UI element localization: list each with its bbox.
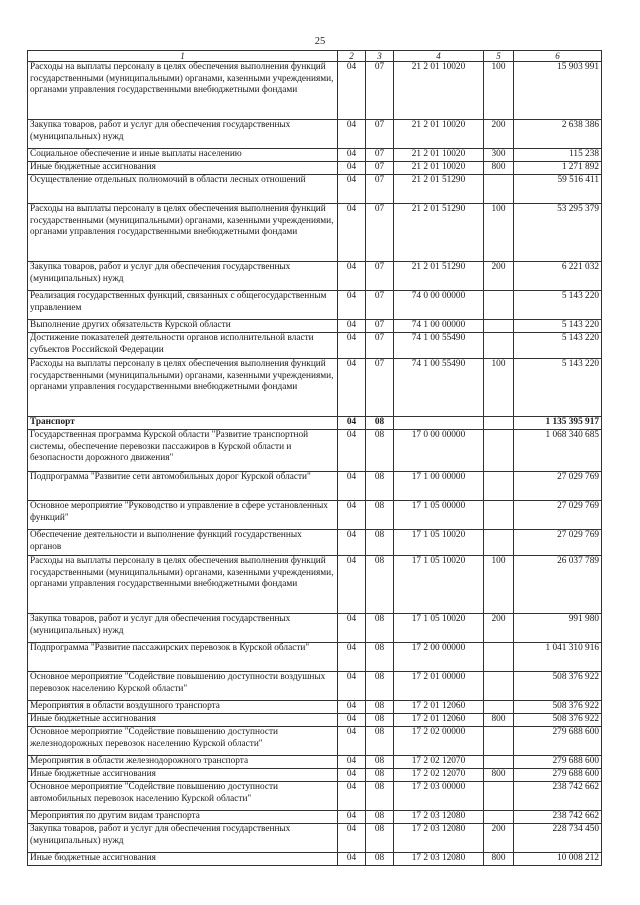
row-expense-type-cell xyxy=(484,320,514,333)
table-row xyxy=(28,333,602,359)
row-name-cell: Иные бюджетные ассигнования xyxy=(28,769,338,782)
row-subsection-cell: 07 xyxy=(366,204,394,262)
row-name-cell: Расходы на выплаты персоналу в целях обеспечения выполнения функций государственными (муниципальными) органами, казенными учреждениями, органами управления государственными внебюджетными фондами xyxy=(28,62,338,120)
row-section-cell: 04 xyxy=(338,811,366,824)
row-subsection-cell: 07 xyxy=(366,62,394,120)
table-row xyxy=(28,714,602,727)
row-section-cell: 04 xyxy=(338,62,366,120)
row-subsection-cell: 08 xyxy=(366,556,394,614)
table-row xyxy=(28,62,602,120)
row-amount-cell: 279 688 600 xyxy=(514,769,602,782)
row-section-cell: 04 xyxy=(338,472,366,501)
row-name-cell: Закупка товаров, работ и услуг для обеспечения государственных (муниципальных) нужд xyxy=(28,262,338,291)
row-amount-cell: 5 143 220 xyxy=(514,333,602,359)
row-subsection-cell: 07 xyxy=(366,320,394,333)
row-subsection-cell: 07 xyxy=(366,162,394,175)
table-row xyxy=(28,701,602,714)
row-name-cell: Подпрограмма "Развитие сети автомобильных дорог Курской области" xyxy=(28,472,338,501)
column-number-expense-type: 5 xyxy=(484,51,514,62)
column-number-name: 1 xyxy=(28,51,338,62)
table-row xyxy=(28,769,602,782)
row-section-cell: 04 xyxy=(338,769,366,782)
row-section-cell: 04 xyxy=(338,672,366,701)
row-target-article-cell: 21 2 01 10020 xyxy=(394,149,484,162)
row-expense-type-cell: 100 xyxy=(484,556,514,614)
row-expense-type-cell xyxy=(484,291,514,320)
row-expense-type-cell xyxy=(484,430,514,472)
row-expense-type-cell xyxy=(484,333,514,359)
row-amount-cell: 279 688 600 xyxy=(514,727,602,756)
row-amount-cell: 27 029 769 xyxy=(514,472,602,501)
table-row xyxy=(28,417,602,430)
row-name-cell: Закупка товаров, работ и услуг для обеспечения государственных (муниципальных) нужд xyxy=(28,120,338,149)
table-row xyxy=(28,824,602,853)
row-subsection-cell: 07 xyxy=(366,291,394,320)
row-section-cell: 04 xyxy=(338,120,366,149)
row-expense-type-cell xyxy=(484,530,514,556)
row-name-cell: Подпрограмма "Развитие пассажирских перевозок в Курской области" xyxy=(28,643,338,672)
row-expense-type-cell: 300 xyxy=(484,149,514,162)
row-target-article-cell: 21 2 01 51290 xyxy=(394,175,484,204)
table-row xyxy=(28,530,602,556)
row-name-cell: Основное мероприятие "Содействие повышению доступности воздушных перевозок населению Курской области" xyxy=(28,672,338,701)
row-amount-cell: 27 029 769 xyxy=(514,530,602,556)
table-row xyxy=(28,672,602,701)
row-subsection-cell: 08 xyxy=(366,714,394,727)
row-amount-cell: 5 143 220 xyxy=(514,320,602,333)
row-section-cell: 04 xyxy=(338,756,366,769)
table-row xyxy=(28,756,602,769)
row-name-cell: Иные бюджетные ассигнования xyxy=(28,162,338,175)
row-target-article-cell: 17 2 03 12080 xyxy=(394,824,484,853)
row-expense-type-cell xyxy=(484,672,514,701)
row-section-cell: 04 xyxy=(338,727,366,756)
row-expense-type-cell: 800 xyxy=(484,769,514,782)
row-section-cell: 04 xyxy=(338,175,366,204)
table-row xyxy=(28,430,602,472)
row-section-cell: 04 xyxy=(338,320,366,333)
table-row xyxy=(28,162,602,175)
row-amount-cell: 508 376 922 xyxy=(514,714,602,727)
row-target-article-cell: 74 1 00 55490 xyxy=(394,333,484,359)
row-subsection-cell: 08 xyxy=(366,643,394,672)
row-section-cell: 04 xyxy=(338,149,366,162)
row-subsection-cell: 08 xyxy=(366,727,394,756)
row-amount-cell: 2 638 386 xyxy=(514,120,602,149)
budget-table-body xyxy=(28,62,602,866)
row-target-article-cell: 17 2 03 12080 xyxy=(394,853,484,866)
row-amount-cell: 1 135 395 917 xyxy=(514,417,602,430)
row-target-article-cell xyxy=(394,417,484,430)
row-name-cell: Расходы на выплаты персоналу в целях обеспечения выполнения функций государственными (муниципальными) органами, казенными учреждениями, органами управления государственными внебюджетными фондами xyxy=(28,556,338,614)
row-expense-type-cell: 200 xyxy=(484,824,514,853)
row-target-article-cell: 21 2 01 51290 xyxy=(394,262,484,291)
row-target-article-cell: 74 0 00 00000 xyxy=(394,291,484,320)
row-section-cell: 04 xyxy=(338,333,366,359)
row-target-article-cell: 17 1 05 10020 xyxy=(394,556,484,614)
row-expense-type-cell xyxy=(484,472,514,501)
row-name-cell: Иные бюджетные ассигнования xyxy=(28,853,338,866)
table-row xyxy=(28,727,602,756)
row-subsection-cell: 08 xyxy=(366,811,394,824)
row-target-article-cell: 17 2 00 00000 xyxy=(394,643,484,672)
row-amount-cell: 508 376 922 xyxy=(514,701,602,714)
row-target-article-cell: 17 2 02 12070 xyxy=(394,756,484,769)
row-section-cell: 04 xyxy=(338,291,366,320)
row-amount-cell: 228 734 450 xyxy=(514,824,602,853)
row-target-article-cell: 17 1 05 10020 xyxy=(394,614,484,643)
row-expense-type-cell xyxy=(484,811,514,824)
table-row xyxy=(28,782,602,811)
row-amount-cell: 26 037 789 xyxy=(514,556,602,614)
row-target-article-cell: 17 2 02 12070 xyxy=(394,769,484,782)
column-number-section: 2 xyxy=(338,51,366,62)
row-target-article-cell: 21 2 01 10020 xyxy=(394,62,484,120)
row-section-cell: 04 xyxy=(338,162,366,175)
row-section-cell: 04 xyxy=(338,614,366,643)
row-name-cell: Обеспечение деятельности и выполнение функций государственных органов xyxy=(28,530,338,556)
row-expense-type-cell: 800 xyxy=(484,162,514,175)
row-section-cell: 04 xyxy=(338,204,366,262)
column-number-target-article: 4 xyxy=(394,51,484,62)
row-expense-type-cell: 100 xyxy=(484,359,514,417)
row-name-cell: Основное мероприятие "Руководство и управление в сфере установленных функций" xyxy=(28,501,338,530)
row-expense-type-cell: 100 xyxy=(484,204,514,262)
row-name-cell: Осуществление отдельных полномочий в области лесных отношений xyxy=(28,175,338,204)
table-row xyxy=(28,320,602,333)
row-amount-cell: 27 029 769 xyxy=(514,501,602,530)
row-name-cell: Иные бюджетные ассигнования xyxy=(28,714,338,727)
row-name-cell: Основное мероприятие "Содействие повышению доступности железнодорожных перевозок населению Курской области" xyxy=(28,727,338,756)
row-subsection-cell: 07 xyxy=(366,120,394,149)
row-section-cell: 04 xyxy=(338,853,366,866)
table-row xyxy=(28,853,602,866)
row-name-cell: Закупка товаров, работ и услуг для обеспечения государственных (муниципальных) нужд xyxy=(28,824,338,853)
row-subsection-cell: 08 xyxy=(366,782,394,811)
row-subsection-cell: 08 xyxy=(366,756,394,769)
row-name-cell: Транспорт xyxy=(28,417,338,430)
row-section-cell: 04 xyxy=(338,714,366,727)
row-section-cell: 04 xyxy=(338,530,366,556)
row-target-article-cell: 17 2 03 00000 xyxy=(394,782,484,811)
row-name-cell: Основное мероприятие "Содействие повышению доступности автомобильных перевозок населению Курской области" xyxy=(28,782,338,811)
row-subsection-cell: 08 xyxy=(366,769,394,782)
column-number-row xyxy=(28,51,602,62)
row-subsection-cell: 08 xyxy=(366,614,394,643)
row-name-cell: Закупка товаров, работ и услуг для обеспечения государственных (муниципальных) нужд xyxy=(28,614,338,643)
row-name-cell: Расходы на выплаты персоналу в целях обеспечения выполнения функций государственными (муниципальными) органами, казенными учреждениями, органами управления государственными внебюджетными фондами xyxy=(28,204,338,262)
row-section-cell: 04 xyxy=(338,417,366,430)
row-target-article-cell: 21 2 01 10020 xyxy=(394,120,484,149)
row-target-article-cell: 17 1 00 00000 xyxy=(394,472,484,501)
row-amount-cell: 1 041 310 916 xyxy=(514,643,602,672)
table-row xyxy=(28,291,602,320)
row-target-article-cell: 17 2 01 12060 xyxy=(394,714,484,727)
table-row xyxy=(28,614,602,643)
row-target-article-cell: 21 2 01 51290 xyxy=(394,204,484,262)
row-subsection-cell: 08 xyxy=(366,824,394,853)
row-subsection-cell: 08 xyxy=(366,672,394,701)
row-subsection-cell: 08 xyxy=(366,417,394,430)
table-row xyxy=(28,811,602,824)
row-amount-cell: 53 295 379 xyxy=(514,204,602,262)
table-row xyxy=(28,359,602,417)
row-name-cell: Социальное обеспечение и иные выплаты населению xyxy=(28,149,338,162)
row-amount-cell: 508 376 922 xyxy=(514,672,602,701)
row-target-article-cell: 17 1 05 10020 xyxy=(394,530,484,556)
row-amount-cell: 1 068 340 685 xyxy=(514,430,602,472)
row-section-cell: 04 xyxy=(338,556,366,614)
row-amount-cell: 5 143 220 xyxy=(514,291,602,320)
column-number-amount: 6 xyxy=(514,51,602,62)
row-section-cell: 04 xyxy=(338,359,366,417)
row-target-article-cell: 74 1 00 00000 xyxy=(394,320,484,333)
row-subsection-cell: 08 xyxy=(366,853,394,866)
table-row xyxy=(28,556,602,614)
table-row xyxy=(28,262,602,291)
row-target-article-cell: 21 2 01 10020 xyxy=(394,162,484,175)
row-name-cell: Государственная программа Курской области "Развитие транспортной системы, обеспечение перевозки пассажиров в Курской области и безопасности дорожного движения" xyxy=(28,430,338,472)
row-amount-cell: 1 271 892 xyxy=(514,162,602,175)
row-amount-cell: 238 742 662 xyxy=(514,782,602,811)
row-section-cell: 04 xyxy=(338,262,366,291)
row-target-article-cell: 17 2 01 12060 xyxy=(394,701,484,714)
row-expense-type-cell xyxy=(484,501,514,530)
row-expense-type-cell xyxy=(484,756,514,769)
row-amount-cell: 15 903 991 xyxy=(514,62,602,120)
row-section-cell: 04 xyxy=(338,782,366,811)
row-expense-type-cell: 800 xyxy=(484,853,514,866)
row-section-cell: 04 xyxy=(338,430,366,472)
budget-table xyxy=(27,50,602,866)
table-row xyxy=(28,120,602,149)
row-section-cell: 04 xyxy=(338,701,366,714)
row-amount-cell: 238 742 662 xyxy=(514,811,602,824)
row-subsection-cell: 08 xyxy=(366,530,394,556)
row-target-article-cell: 17 0 00 00000 xyxy=(394,430,484,472)
row-amount-cell: 279 688 600 xyxy=(514,756,602,769)
row-name-cell: Расходы на выплаты персоналу в целях обеспечения выполнения функций государственными (муниципальными) органами, казенными учреждениями, органами управления государственными внебюджетными фондами xyxy=(28,359,338,417)
row-section-cell: 04 xyxy=(338,824,366,853)
row-amount-cell: 115 238 xyxy=(514,149,602,162)
row-target-article-cell: 17 1 05 00000 xyxy=(394,501,484,530)
row-subsection-cell: 07 xyxy=(366,149,394,162)
row-expense-type-cell xyxy=(484,417,514,430)
row-expense-type-cell: 800 xyxy=(484,714,514,727)
row-subsection-cell: 08 xyxy=(366,430,394,472)
row-expense-type-cell xyxy=(484,175,514,204)
row-subsection-cell: 08 xyxy=(366,501,394,530)
row-expense-type-cell: 100 xyxy=(484,62,514,120)
row-expense-type-cell xyxy=(484,701,514,714)
row-name-cell: Реализация государственных функций, связанных с общегосударственным управлением xyxy=(28,291,338,320)
row-subsection-cell: 08 xyxy=(366,701,394,714)
row-name-cell: Мероприятия в области воздушного транспорта xyxy=(28,701,338,714)
row-target-article-cell: 74 1 00 55490 xyxy=(394,359,484,417)
row-amount-cell: 6 221 032 xyxy=(514,262,602,291)
row-name-cell: Выполнение других обязательств Курской области xyxy=(28,320,338,333)
row-expense-type-cell: 200 xyxy=(484,120,514,149)
page-number: 25 xyxy=(314,36,326,47)
table-row xyxy=(28,501,602,530)
row-subsection-cell: 07 xyxy=(366,333,394,359)
row-target-article-cell: 17 2 01 00000 xyxy=(394,672,484,701)
row-name-cell: Мероприятия по другим видам транспорта xyxy=(28,811,338,824)
row-expense-type-cell xyxy=(484,782,514,811)
row-section-cell: 04 xyxy=(338,643,366,672)
row-target-article-cell: 17 2 03 12080 xyxy=(394,811,484,824)
row-subsection-cell: 08 xyxy=(366,472,394,501)
table-row xyxy=(28,204,602,262)
row-name-cell: Достижение показателей деятельности органов исполнительной власти субъектов Российской Федерации xyxy=(28,333,338,359)
column-number-subsection: 3 xyxy=(366,51,394,62)
row-expense-type-cell: 200 xyxy=(484,614,514,643)
row-expense-type-cell: 200 xyxy=(484,262,514,291)
table-row xyxy=(28,643,602,672)
row-amount-cell: 991 980 xyxy=(514,614,602,643)
row-expense-type-cell xyxy=(484,727,514,756)
row-target-article-cell: 17 2 02 00000 xyxy=(394,727,484,756)
row-name-cell: Мероприятия в области железнодорожного транспорта xyxy=(28,756,338,769)
table-row xyxy=(28,175,602,204)
row-subsection-cell: 07 xyxy=(366,262,394,291)
row-subsection-cell: 07 xyxy=(366,359,394,417)
row-section-cell: 04 xyxy=(338,501,366,530)
row-amount-cell: 10 008 212 xyxy=(514,853,602,866)
row-expense-type-cell xyxy=(484,643,514,672)
table-row xyxy=(28,472,602,501)
row-amount-cell: 59 516 411 xyxy=(514,175,602,204)
row-subsection-cell: 07 xyxy=(366,175,394,204)
table-row xyxy=(28,149,602,162)
row-amount-cell: 5 143 220 xyxy=(514,359,602,417)
